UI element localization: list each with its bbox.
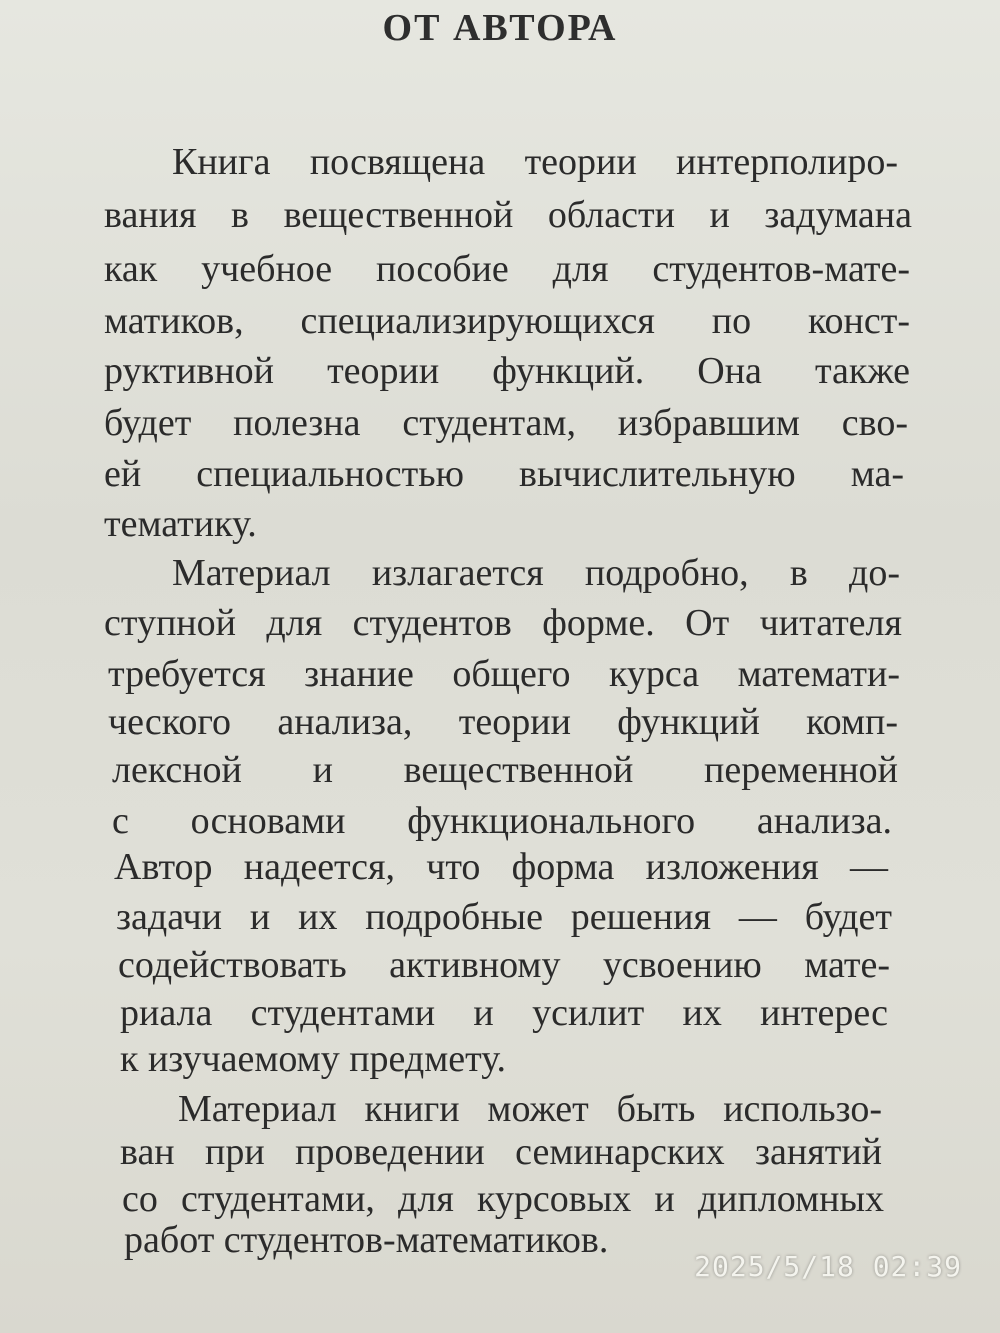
text-line: Книга посвящена теории интерполиро-: [172, 141, 898, 183]
text-line: как учебное пособие для студентов-мате-: [104, 248, 910, 290]
text-line: вания в вещественной области и задумана: [104, 194, 912, 236]
text-line: лексной и вещественной переменной: [112, 749, 898, 791]
text-line: риала студентами и усилит их интерес: [120, 992, 888, 1034]
text-line: с основами функционального анализа.: [112, 800, 892, 842]
text-line: матиков, специализирующихся по конст-: [104, 300, 910, 342]
text-line: со студентами, для курсовых и дипломных: [122, 1178, 884, 1220]
text-line: Материал книги может быть использо-: [178, 1088, 882, 1130]
text-line: Автор надеется, что форма изложения —: [114, 846, 888, 888]
text-line: содействовать активному усвоению мате-: [118, 944, 890, 986]
photo-timestamp: 2025/5/18 02:39: [694, 1250, 962, 1283]
text-line: к изучаемому предмету.: [120, 1038, 506, 1080]
text-line: Материал излагается подробно, в до-: [172, 552, 900, 594]
text-line: тематику.: [104, 503, 257, 545]
text-line: будет полезна студентам, избравшим сво-: [104, 402, 908, 444]
text-line: ческого анализа, теории функций комп-: [108, 701, 898, 743]
text-line: ступной для студентов форме. От читателя: [104, 602, 902, 644]
text-line: задачи и их подробные решения — будет: [116, 896, 892, 938]
page-heading: ОТ АВТОРА: [382, 7, 618, 49]
text-line: работ студентов-математиков.: [124, 1219, 609, 1261]
text-line: ей специальностью вычислительную ма-: [104, 453, 904, 495]
text-line: ван при проведении семинарских занятий: [120, 1131, 882, 1173]
text-line: руктивной теории функций. Она также: [104, 350, 910, 392]
text-line: требуется знание общего курса математи-: [108, 653, 900, 695]
